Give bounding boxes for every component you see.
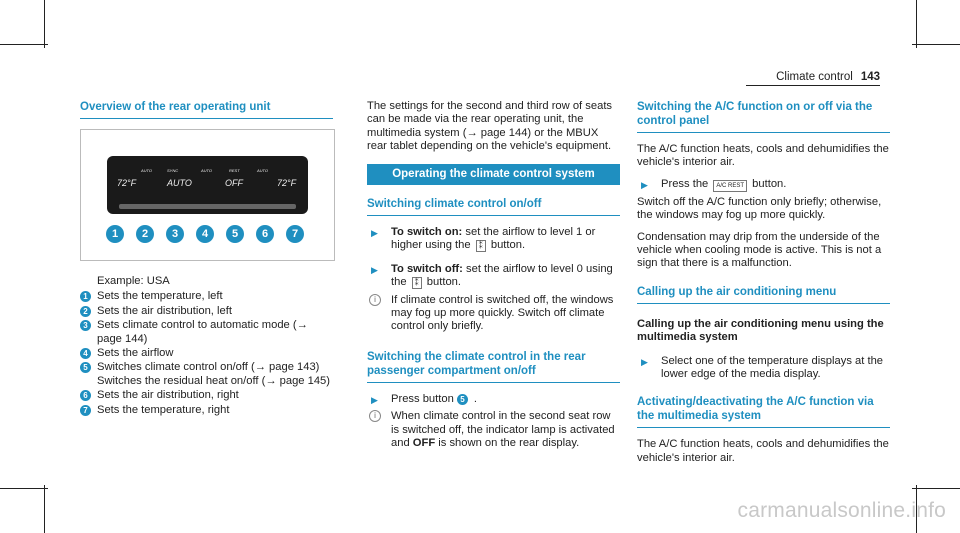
rear-operating-panel: [107, 156, 308, 214]
legend-item: [80, 290, 333, 303]
crop-mark: [916, 0, 917, 48]
select-temp-text: Select one of the temperature displays at the lower edge of the media display.: [661, 354, 884, 381]
legend-item: [80, 319, 333, 346]
crop-mark: [0, 488, 48, 489]
arrow-icon: ▶: [641, 356, 648, 367]
crop-mark: [912, 488, 960, 489]
rear-unit-illustration: [80, 129, 335, 261]
left-column: [80, 100, 333, 418]
section-title-ac-menu: Calling up the air conditioning menu: [637, 285, 890, 304]
right-column: [637, 100, 890, 473]
callout-6: 6: [256, 225, 274, 243]
callout-1: 1: [106, 225, 124, 243]
legend-item: [80, 361, 333, 388]
section-title-ac-multimedia: Activating/deactivating the A/C function via the multimedia system: [637, 395, 890, 428]
legend-item: [80, 347, 333, 360]
header-section: Climate control: [776, 71, 853, 83]
legend-number: 4: [80, 348, 91, 359]
airflow-button-icon: ⁑: [412, 277, 422, 289]
section-title-rear: Switching the climate control in the rear passenger compartment on/off: [367, 350, 620, 383]
switch-on-label: To switch on:: [391, 226, 463, 239]
arrow-icon: ▶: [371, 394, 378, 405]
info-icon: i: [369, 410, 381, 422]
auto-label: AUTO: [257, 168, 269, 173]
step-press-button: ▶ Press button 5 .: [367, 393, 620, 406]
ac-rest-button-icon: A/C REST: [713, 180, 747, 192]
callout-4: 4: [196, 225, 214, 243]
legend-number: 7: [80, 405, 91, 416]
temp-right-display: 72°F: [277, 178, 297, 188]
press-ac-text: Press the: [661, 177, 709, 190]
legend-number: 1: [80, 291, 91, 302]
off-display: OFF: [225, 178, 243, 188]
crop-mark: [0, 44, 48, 45]
sync-label: SYNC: [167, 168, 179, 173]
watermark: carmanualsonline.info: [737, 499, 946, 522]
legend-item: [80, 389, 333, 402]
legend-text: Sets the air distribution, left: [97, 304, 232, 317]
airflow-button-icon: ⁑: [476, 240, 486, 252]
button-strip: [119, 204, 296, 209]
note-1: [367, 294, 620, 334]
auto-label: AUTO: [201, 168, 213, 173]
temp-left-display: 72°F: [117, 178, 137, 188]
legend-number: 2: [80, 306, 91, 317]
rest-label: REST: [229, 168, 240, 173]
crop-mark: [44, 0, 45, 48]
step-press-ac: [637, 178, 890, 192]
legend-item: [80, 404, 333, 417]
crop-mark: [912, 44, 960, 45]
legend-text: Sets climate control to automatic mode (→ page 144): [97, 319, 308, 345]
note-2-off: OFF: [412, 437, 436, 450]
legend-number: 6: [80, 390, 91, 401]
arrow-icon: ▶: [371, 228, 378, 239]
switch-on-text2: button.: [490, 239, 526, 252]
subheading-ac-menu: Calling up the air conditioning menu using the multimedia system: [637, 317, 884, 344]
legend-text: Sets the temperature, right: [97, 403, 230, 416]
callout-7: 7: [286, 225, 304, 243]
note-2-text-a: When climate control in the second seat row is switched off, the indicator lamp is activated and: [391, 410, 615, 450]
step-switch-on: [367, 226, 620, 253]
crop-mark: [44, 485, 45, 533]
ac-paragraph-2: Switch off the A/C function only briefly; otherwise, the windows may fog up more quickly.: [637, 195, 882, 222]
callout-2: 2: [136, 225, 154, 243]
callout-5-inline: 5: [457, 394, 468, 405]
callout-3: 3: [166, 225, 184, 243]
ac-paragraph-1: The A/C function heats, cools and dehumidifies the vehicle's interior air.: [637, 143, 889, 169]
intro-paragraph: The settings for the second and third row of seats can be made via the rear operating unit, the multimedia system (→ page 144) or the MBUX rear tablet depending on the vehicle's equipment.: [367, 100, 613, 153]
example-label: Example: USA: [97, 275, 170, 287]
page-number: 143: [860, 71, 880, 83]
section-title-ac-panel: Switching the A/C function on or off via the control panel: [637, 100, 890, 133]
switch-off-label: To switch off:: [391, 262, 463, 275]
info-icon: i: [369, 294, 381, 306]
middle-column: [367, 100, 620, 455]
ac-paragraph-4: The A/C function heats, cools and dehumidifies the vehicle's interior air.: [637, 438, 889, 464]
note-2: [367, 410, 620, 450]
callout-5: 5: [226, 225, 244, 243]
note-1-text: If climate control is switched off, the windows may fog up more quickly. Switch off climate control only briefly.: [391, 293, 614, 333]
switch-off-text: set the airflow to level 0 using the: [391, 262, 613, 289]
step-switch-off: [367, 263, 620, 290]
legend-item: [80, 305, 333, 318]
press-text: Press button: [391, 392, 454, 405]
section-title-overview: Overview of the rear operating unit: [80, 100, 333, 119]
legend-number: 3: [80, 320, 91, 331]
legend-text: Sets the airflow: [97, 347, 174, 360]
switch-on-text: set the airflow to level 1 or higher using the: [391, 226, 596, 252]
legend-text: Switches climate control on/off (→ page 143) Switches the residual heat on/off (→ page 145): [97, 361, 331, 387]
step-select-temp: [637, 355, 890, 382]
page-header: [776, 71, 880, 83]
arrow-icon: ▶: [641, 179, 648, 190]
legend-text: Sets the air distribution, right: [97, 389, 239, 402]
arrow-icon: ▶: [371, 264, 378, 275]
header-rule: [746, 85, 880, 86]
legend-list: [80, 290, 333, 417]
legend-number: 5: [80, 362, 91, 373]
legend-text: Sets the temperature, left: [97, 290, 223, 303]
switch-off-text2: button.: [426, 276, 461, 289]
callout-row: [101, 225, 316, 247]
auto-mode-display: AUTO: [167, 178, 192, 188]
ac-paragraph-3: Condensation may drip from the underside of the vehicle when cooling mode is active. This is not a sign that there is a malfunction.: [637, 230, 882, 270]
chapter-banner: Operating the climate control system: [367, 164, 620, 185]
section-title-switch: Switching climate control on/off: [367, 197, 620, 216]
press-ac-text2: button.: [752, 177, 787, 190]
note-2-text-b: is shown on the rear display.: [438, 437, 580, 450]
auto-label: AUTO: [141, 168, 153, 173]
